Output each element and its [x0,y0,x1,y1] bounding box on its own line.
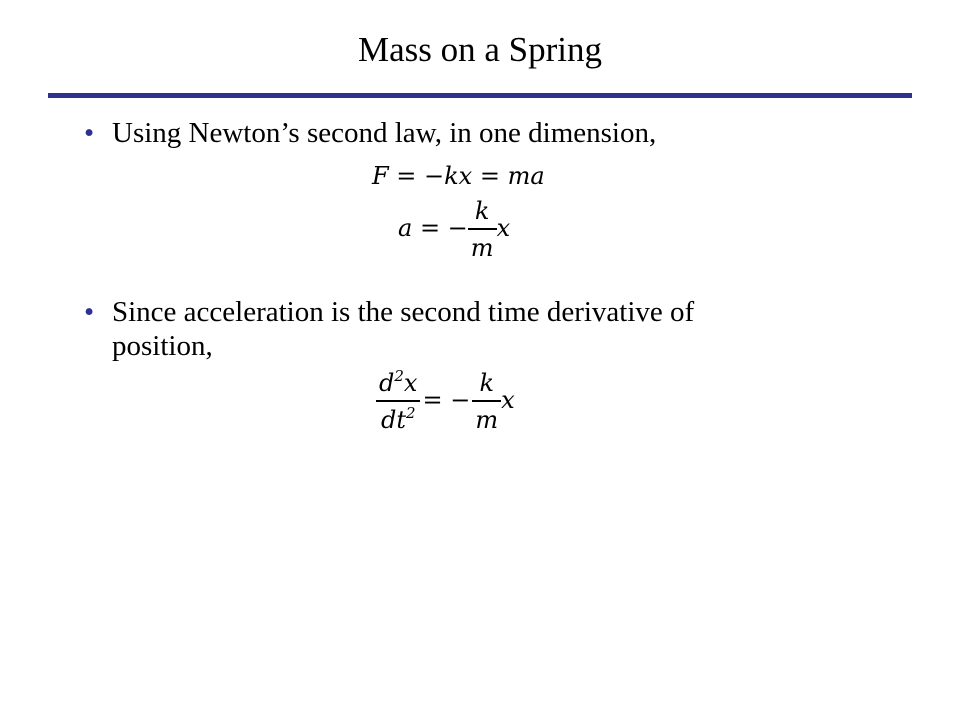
equation-newton: F = −kx = ma [372,162,545,190]
numerator-x: x [403,369,418,397]
equation-differential [376,369,515,434]
bullet-text: Using Newton’s second law, in one dimension, [112,117,657,149]
equation-acceleration [398,197,510,262]
fraction-numerator: k [479,369,494,397]
denominator-dt: dt [380,406,406,434]
fraction-bar [472,400,501,402]
fraction-k-over-m [468,197,497,262]
equation-rhs: x [496,214,511,242]
fraction-bar [376,400,420,402]
fraction-numerator [376,369,420,397]
bullet-text-line2: position, [112,330,213,362]
fraction-second-derivative [376,369,420,434]
title-divider [48,93,912,98]
fraction-denominator: m [470,234,494,262]
bullet-text-line1: Since acceleration is the second time derivative of [112,296,695,328]
fraction-denominator [376,406,420,434]
fraction-bar [468,228,497,230]
fraction-k-over-m [472,369,501,434]
equation-equals: = − [422,386,471,414]
numerator-exponent: 2 [394,367,404,385]
bullet-marker: • [84,296,95,328]
slide-title: Mass on a Spring [357,30,603,69]
numerator-d: d [379,369,395,397]
denominator-exponent: 2 [405,404,416,422]
equation-rhs: x [501,386,515,414]
bullet-marker: • [84,117,95,149]
fraction-denominator: m [475,406,499,434]
equation-lhs: a = − [398,214,468,242]
fraction-numerator: k [474,197,490,225]
